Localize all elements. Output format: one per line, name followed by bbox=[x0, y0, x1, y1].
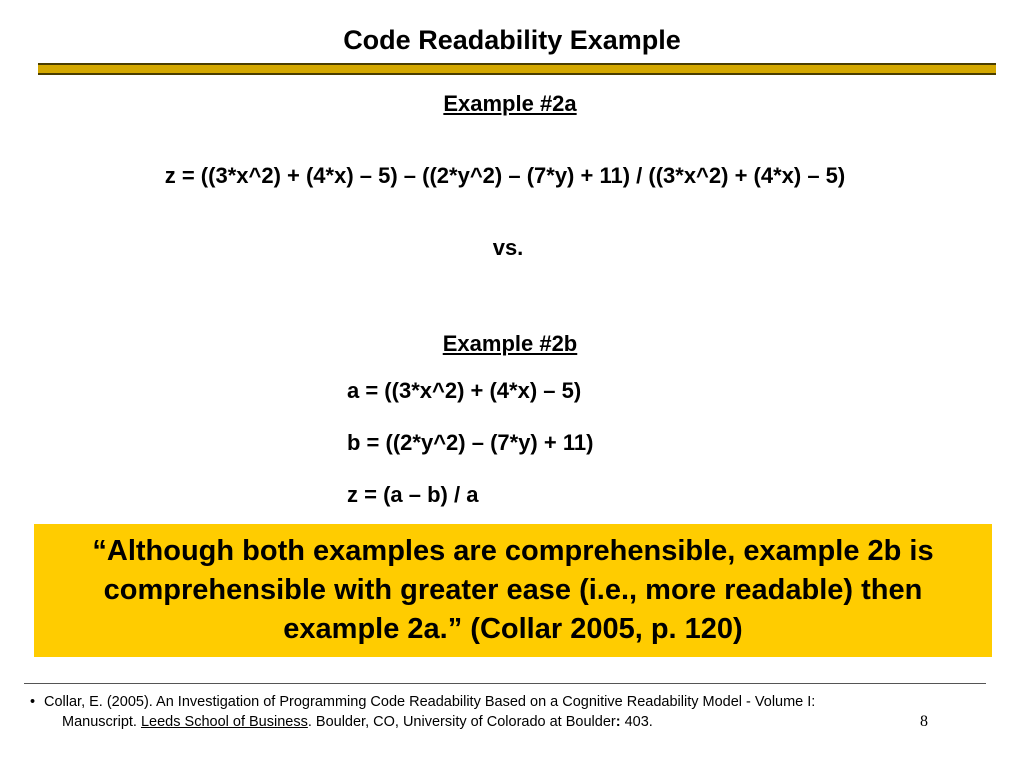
bullet-icon: • bbox=[30, 694, 36, 710]
example-2b-line-z: z = (a – b) / a bbox=[347, 482, 479, 507]
example-2a-formula: z = ((3*x^2) + (4*x) – 5) – ((2*y^2) – (7*y) + 11) / ((3*x^2) + (4*x) – 5) bbox=[164, 163, 846, 188]
example-2b-line-b: b = ((2*y^2) – (7*y) + 11) bbox=[347, 430, 594, 455]
versus-separator: vs. bbox=[492, 235, 524, 260]
footnote-text-part1: Collar, E. (2005). An Investigation of Programming Code Readability Based on a Cognitive Readability Model - Volume I: bbox=[44, 694, 816, 710]
footnote-reference bbox=[30, 692, 970, 732]
footnote-line-2 bbox=[30, 712, 970, 732]
footnote-divider bbox=[24, 683, 986, 684]
footnote-text-part2: Manuscript. bbox=[62, 714, 141, 730]
slide-title: Code Readability Example bbox=[343, 25, 681, 55]
example-2a-heading: Example #2a bbox=[443, 91, 577, 116]
example-2b-heading: Example #2b bbox=[442, 331, 578, 356]
quote-box bbox=[34, 524, 992, 657]
leeds-school-link[interactable]: Leeds School of Business bbox=[140, 714, 308, 730]
footnote-colon: : bbox=[615, 714, 621, 730]
footnote-text-part4: 403. bbox=[620, 714, 653, 730]
footnote-text-part3: . Boulder, CO, University of Colorado at Boulder bbox=[307, 714, 616, 730]
title-divider-gold-band bbox=[38, 65, 996, 73]
title-divider-bottom-line bbox=[38, 73, 996, 75]
footnote-line-1 bbox=[30, 692, 970, 712]
example-2b-line-a: a = ((3*x^2) + (4*x) – 5) bbox=[347, 378, 582, 403]
page-number: 8 bbox=[920, 713, 928, 730]
title-divider bbox=[38, 63, 996, 75]
quote-text: “Although both examples are comprehensible, example 2b is comprehensible with greater ease (i.e., more readable) then example 2a.” (Collar 2005, p. 120) bbox=[92, 535, 934, 645]
